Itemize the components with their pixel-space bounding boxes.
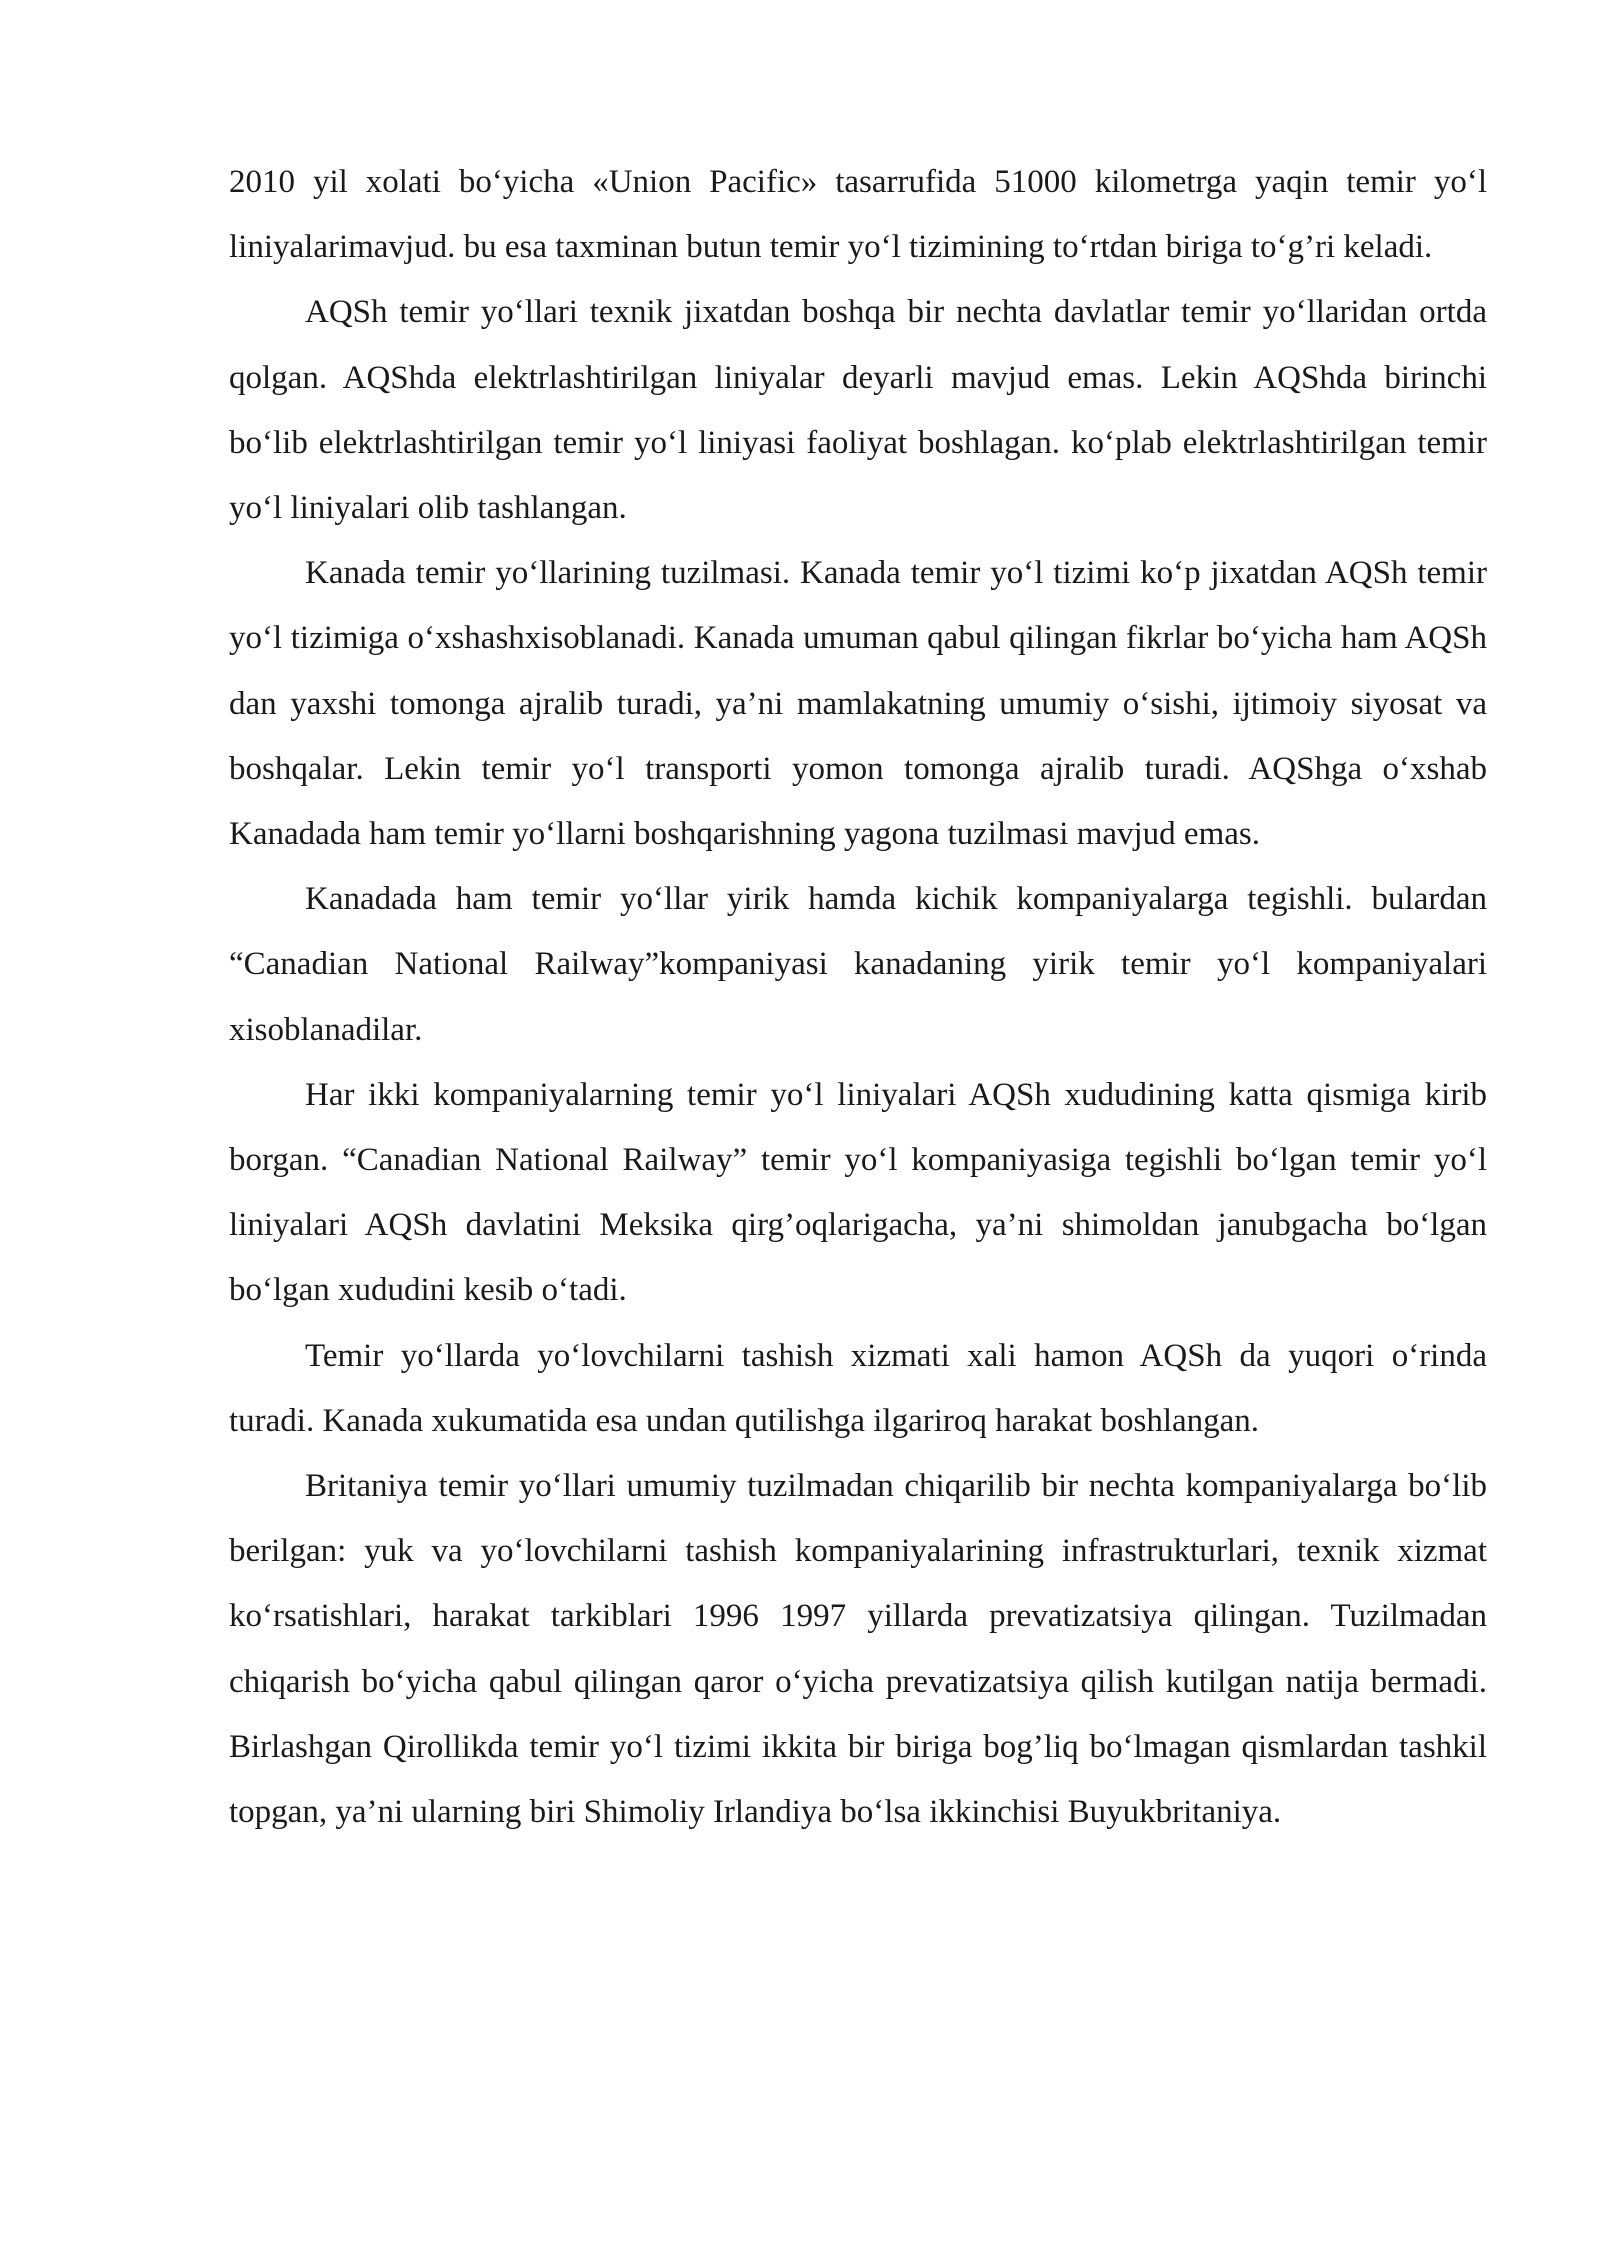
paragraph-6: Temir yo‘llarda yo‘lovchilarni tashish xizmati xali hamon AQSh da yuqori o‘rinda turadi. Kanada xukumatida esa undan qutilishga ilgariroq harakat boshlangan. xyxy=(229,1337,1487,1439)
paragraph-7: Britaniya temir yo‘llari umumiy tuzilmadan chiqarilib bir nechta kompaniyalarga bo‘lib berilgan: yuk va yo‘lovchilarni tashish kompaniyalarining infrastrukturlari, texnik xizmat ko‘rsatishlari, harakat tarkiblari 1996 1997 yillarda prevatizatsiya qilingan. Tuzilmadan chiqarish bo‘yicha qabul qilingan qaror o‘yicha prevatizatsiya qilish kutilgan natija bermadi. Birlashgan Qirollikda temir yo‘l tizimi ikkita bir biriga bog’liq bo‘lmagan qismlardan tashkil topgan, ya’ni ularning biri Shimoliy Irlandiya bo‘lsa ikkinchisi Buyukbritaniya. xyxy=(229,1468,1487,1831)
paragraph-2: AQSh temir yo‘llari texnik jixatdan boshqa bir nechta davlatlar temir yo‘llaridan ortda qolgan. AQShda elektrlashtirilgan liniyalar deyarli mavjud emas. Lekin AQShda birinchi bo‘lib elektrlashtirilgan temir yo‘l liniyasi faoliyat boshlagan. ko‘plab elektrlashtirilgan temir yo‘l liniyalari olib tashlangan. xyxy=(229,294,1487,527)
paragraph-4: Kanadada ham temir yo‘llar yirik hamda kichik kompaniyalarga tegishli. bulardan “Canadian National Railway”kompaniyasi kanadaning yirik temir yo‘l kompaniyalari xisoblanadilar. xyxy=(229,881,1487,1048)
body-text xyxy=(229,150,1487,1845)
paragraph-1: 2010 yil xolati bo‘yicha «Union Pacific» tasarrufida 51000 kilometrga yaqin temir yo‘l liniyalarimavjud. bu esa taxminan butun temir yo‘l tizimining to‘rtdan biriga to‘g’ri keladi. xyxy=(229,164,1487,266)
paragraph-5: Har ikki kompaniyalarning temir yo‘l liniyalari AQSh xududining katta qismiga kirib borgan. “Canadian National Railway” temir yo‘l kompaniyasiga tegishli bo‘lgan temir yo‘l liniyalari AQSh davlatini Meksika qirg’oqlarigacha, ya’ni shimoldan janubgacha bo‘lgan bo‘lgan xududini kesib o‘tadi. xyxy=(229,1076,1487,1309)
paragraph-3: Kanada temir yo‘llarining tuzilmasi. Kanada temir yo‘l tizimi ko‘p jixatdan AQSh temir yo‘l tizimiga o‘xshashxisoblanadi. Kanada umuman qabul qilingan fikrlar bo‘yicha ham AQSh dan yaxshi tomonga ajralib turadi, ya’ni mamlakatning umumiy o‘sishi, ijtimoiy siyosat va boshqalar. Lekin temir yo‘l transporti yomon tomonga ajralib turadi. AQShga o‘xshab Kanadada ham temir yo‘llarni boshqarishning yagona tuzilmasi mavjud emas. xyxy=(229,555,1487,853)
